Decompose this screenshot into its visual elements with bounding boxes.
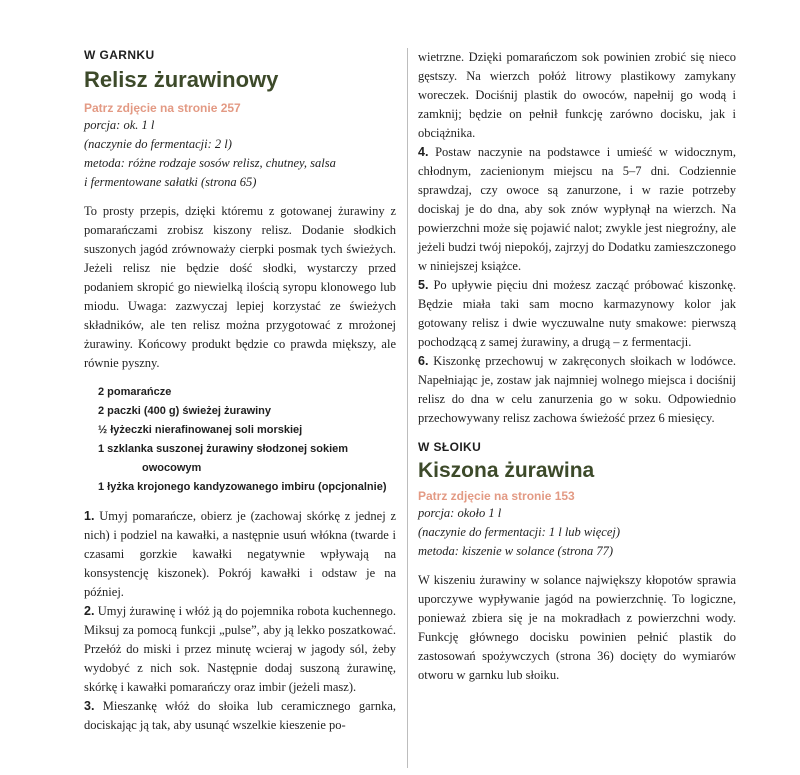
step-text: Umyj pomarańcze, obierz je (zachowaj skórkę z jednej z nich) i podziel na kawałki, a następnie usuń włókna (twarde i czasami gorzkie kawałki negatywnie wpływają na konsystencję kiszonek). Pokrój kawałki i odstaw je na później. [84, 509, 396, 599]
meta-line: metoda: różne rodzaje sosów relisz, chutney, salsa [84, 156, 336, 170]
ingredient: 1 szklanka suszonej żurawiny słodzonej sokiem [98, 443, 349, 455]
step-number: 4. [418, 145, 429, 159]
meta-line: porcja: około 1 l [418, 506, 502, 520]
section-label: W SŁOIKU [418, 440, 482, 454]
ingredient: ½ łyżeczki nierafinowanej soli morskiej [98, 424, 303, 436]
photo-reference: Patrz zdjęcie na stronie 257 [84, 101, 241, 115]
steps [84, 507, 396, 735]
meta-line: metoda: kiszenie w solance (strona 77) [418, 544, 613, 558]
intro-paragraph [418, 571, 736, 685]
step [418, 276, 736, 352]
step-number: 6. [418, 354, 429, 368]
left-column [84, 0, 396, 735]
recipe-meta [418, 504, 736, 561]
ingredient: 2 pomarańcze [98, 386, 172, 398]
step-number: 2. [84, 604, 95, 618]
step-text: Po upływie pięciu dni możesz zacząć próbować kiszonkę. Będzie miała taki sam mocno karmazynowy kolor jak gotowany relisz i dwie wyczuwalne nuty smakowe: pierwszą pochodzącą z samej żurawiny, a drugą – z fermentacji. [418, 278, 736, 349]
step [84, 697, 396, 735]
step [418, 143, 736, 276]
section-label: W GARNKU [84, 48, 155, 62]
ingredient-list [98, 383, 396, 497]
ingredient: 2 paczki (400 g) świeżej żurawiny [98, 405, 272, 417]
step-text: Postaw naczynie na podstawce i umieść w widocznym, chłodnym, zacienionym miejscu na 5–7 dni. Codziennie sprawdzaj, czy owoce są zanurzone, i w razie potrzeby dociskaj je do dna, aby sok znów wypłynął na wierzch. Na powierzchni może się pojawić nalot; zwykle jest niegroźny, ale jeżeli budzi twój niepokój, zajrzyj do Dodatku zamieszczonego w niniejszej książce. [418, 145, 736, 273]
recipe-title: Relisz żurawinowy [84, 67, 279, 92]
step-number: 5. [418, 278, 429, 292]
recipe-meta [84, 116, 396, 192]
step-text: Umyj żurawinę i włóż ją do pojemnika robota kuchennego. Miksuj za pomocą funkcji „pulse”, aby ją lekko poszatkować. Przełóż do miski i przez minutę wcieraj w jagody sól, żeby wydobyć z nich sok. Następnie dodaj suszoną żurawinę, skórkę i kawałki pomarańczy oraz imbir (jeżeli masz). [84, 604, 396, 694]
intro-paragraph [84, 202, 396, 373]
step-text: Mieszankę włóż do słoika lub ceramicznego garnka, dociskając ją tak, aby usunąć wszelkie kieszenie po- [84, 699, 396, 732]
intro-text: To prosty przepis, dzięki któremu z gotowanej żurawiny z pomarańczami zrobisz kiszony relisz. Dodanie słodkich suszonych jagód zrównoważy cierpki posmak tych świeżych. Jeżeli relisz nie będzie dość słodki, wystarczy przed podaniem skropić go niewielką ilością syropu klonowego lub miodu. Uwaga: zazwyczaj lepiej korzystać ze świeżych składników, ale ten relisz można przygotować z mrożonej żurawiny. Końcowy produkt będzie co prawda miększy, ale równie pyszny. [84, 204, 396, 370]
right-column [418, 0, 736, 685]
column-divider [407, 48, 408, 768]
ingredient-continuation: owocowym [142, 462, 202, 474]
recipe-title: Kiszona żurawina [418, 459, 595, 482]
step-number: 3. [84, 699, 95, 713]
step [84, 602, 396, 697]
step [418, 352, 736, 428]
meta-line: porcja: ok. 1 l [84, 118, 155, 132]
ingredient: 1 łyżka krojonego kandyzowanego imbiru (opcjonalnie) [98, 481, 387, 493]
step-number: 1. [84, 509, 95, 523]
step-continuation: wietrzne. Dzięki pomarańczom sok powinien zrobić się nieco gęstszy. Na wierzch połóż litrowy plastikowy zamykany woreczek. Dociśnij plastik do owoców, napełnij go wodą i zamknij; będzie on pełnił funkcję zarówno docisku, jak i obciążnika. [418, 50, 736, 140]
meta-line: (naczynie do fermentacji: 1 l lub więcej) [418, 525, 621, 539]
step [84, 507, 396, 602]
meta-line: (naczynie do fermentacji: 2 l) [84, 137, 232, 151]
steps-continued [418, 48, 736, 428]
intro-text: W kiszeniu żurawiny w solance największy kłopotów sprawia uporczywe wypływanie jagód na powierzchnię. To logiczne, ponieważ zbiera się je na mokradłach z powierzchni wody. Funkcję głównego docisku powinien pełnić plastik do zastosowań spożywczych (strona 36) docięty do wymiarów otworu w garnku lub słoiku. [418, 573, 736, 682]
step-text: Kiszonkę przechowuj w zakręconych słoikach w lodówce. Napełniając je, zostaw jak najmniej wolnego miejsca i dociśnij relisz do dna w celu zanurzenia go w soku. Odpowiednio przechowywany relisz zachowa świeżość przez 6 miesięcy. [418, 354, 737, 425]
meta-line: i fermentowane sałatki (strona 65) [84, 175, 257, 189]
photo-reference: Patrz zdjęcie na stronie 153 [418, 489, 575, 503]
